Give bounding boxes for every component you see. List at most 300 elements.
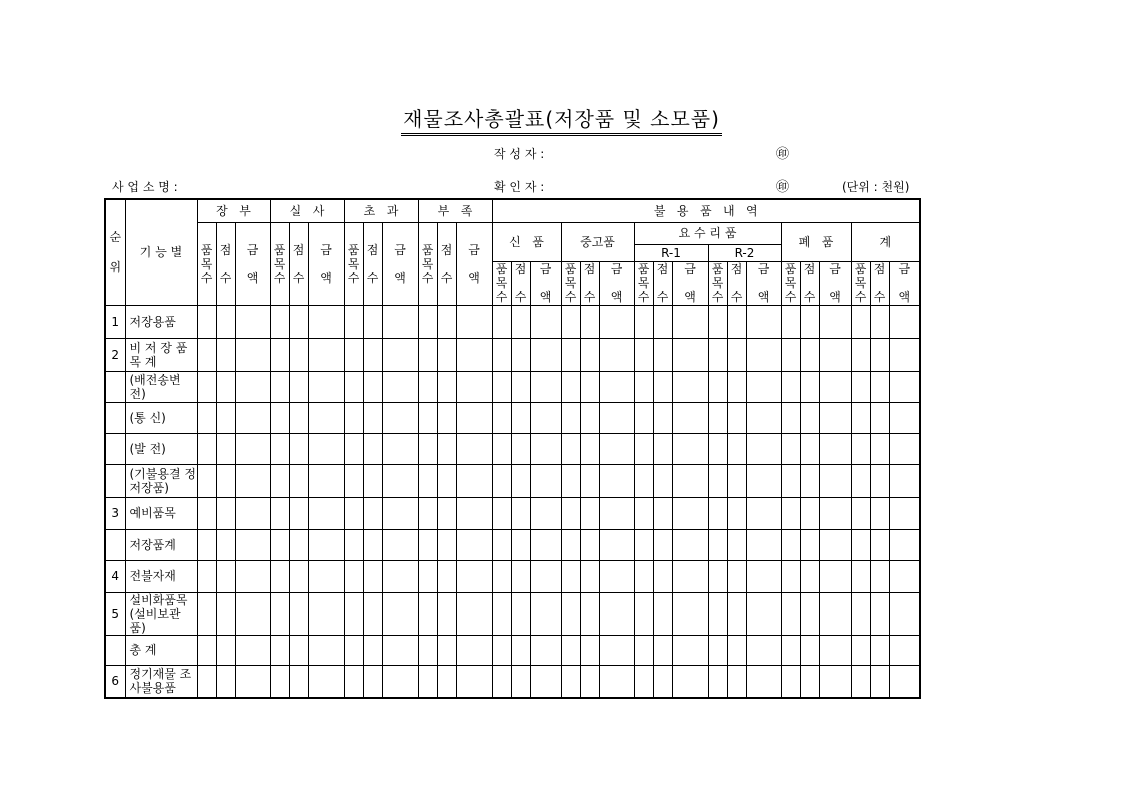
data-cell [800, 371, 819, 402]
data-cell [781, 464, 800, 497]
data-cell [492, 635, 511, 665]
row-label: 예비품목 [125, 497, 197, 529]
data-cell [344, 464, 363, 497]
data-cell [418, 592, 437, 635]
data-cell [800, 635, 819, 665]
data-cell [800, 464, 819, 497]
data-cell [781, 529, 800, 560]
data-cell [492, 592, 511, 635]
new-amount-header: 금 액 [530, 261, 561, 305]
data-cell [599, 560, 634, 592]
data-cell [530, 560, 561, 592]
data-cell [308, 433, 344, 464]
table-row [105, 635, 920, 665]
data-cell [197, 305, 216, 338]
data-cell [746, 433, 781, 464]
actual-item-count: 품 목 수 [270, 222, 289, 305]
header-shortage: 부 족 [418, 199, 492, 222]
data-cell [418, 560, 437, 592]
scrap-point-header: 점 수 [800, 261, 819, 305]
data-cell [561, 635, 580, 665]
data-cell [870, 402, 889, 433]
data-cell [418, 433, 437, 464]
used-point-header: 점 수 [580, 261, 599, 305]
data-cell [599, 592, 634, 635]
data-cell [216, 305, 235, 338]
row-label: 설비화품목 (설비보관품) [125, 592, 197, 635]
data-cell [418, 338, 437, 371]
data-cell [746, 305, 781, 338]
shortage-amount: 금 액 [456, 222, 492, 305]
data-cell [216, 560, 235, 592]
data-cell [634, 371, 653, 402]
data-cell [382, 338, 418, 371]
row-label: 비 저 장 품 목 계 [125, 338, 197, 371]
r1-item-header: 품 목 수 [634, 261, 653, 305]
data-cell [530, 529, 561, 560]
data-cell [235, 338, 270, 371]
data-cell [708, 338, 727, 371]
data-cell [270, 497, 289, 529]
data-cell [363, 305, 382, 338]
data-cell [235, 560, 270, 592]
data-cell [819, 338, 851, 371]
data-cell [437, 497, 456, 529]
data-cell [511, 338, 530, 371]
data-cell [216, 338, 235, 371]
data-cell [561, 592, 580, 635]
data-cell [235, 529, 270, 560]
data-cell [289, 560, 308, 592]
actual-point-count: 점 수 [289, 222, 308, 305]
data-cell [270, 635, 289, 665]
table-row [105, 529, 920, 560]
data-cell [216, 529, 235, 560]
data-cell [289, 305, 308, 338]
unit-label: (단위 : 천원) [842, 180, 910, 194]
data-cell [437, 665, 456, 698]
data-cell [634, 433, 653, 464]
data-cell [530, 338, 561, 371]
data-cell [672, 338, 708, 371]
new-point-header: 점 수 [511, 261, 530, 305]
data-cell [437, 592, 456, 635]
data-cell [308, 464, 344, 497]
data-cell [727, 665, 746, 698]
data-cell [363, 402, 382, 433]
data-cell [672, 497, 708, 529]
data-cell [870, 529, 889, 560]
r1-point-header: 점 수 [653, 261, 672, 305]
data-cell [418, 371, 437, 402]
data-cell [580, 464, 599, 497]
data-cell [561, 402, 580, 433]
header-scrap: 폐 품 [781, 222, 851, 261]
data-cell [216, 402, 235, 433]
row-label: 정기재물 조사불용품 [125, 665, 197, 698]
row-label: 저장용품 [125, 305, 197, 338]
data-cell [870, 635, 889, 665]
data-cell [746, 497, 781, 529]
header-used: 중고품 [561, 222, 634, 261]
data-cell [363, 560, 382, 592]
data-cell [289, 464, 308, 497]
data-cell [530, 464, 561, 497]
data-cell [634, 464, 653, 497]
data-cell [561, 497, 580, 529]
data-cell [418, 635, 437, 665]
data-cell [851, 464, 870, 497]
data-cell [634, 402, 653, 433]
data-cell [727, 338, 746, 371]
data-cell [382, 665, 418, 698]
checker-label: 확 인 자 : [494, 180, 545, 194]
inventory-summary-table [104, 198, 921, 699]
data-cell [800, 592, 819, 635]
data-cell [580, 433, 599, 464]
excess-point-count: 점 수 [363, 222, 382, 305]
data-cell [511, 433, 530, 464]
data-cell [819, 305, 851, 338]
data-cell [800, 402, 819, 433]
data-cell [344, 665, 363, 698]
data-cell [344, 497, 363, 529]
data-cell [363, 497, 382, 529]
data-cell [800, 338, 819, 371]
row-label: (배전송변전) [125, 371, 197, 402]
data-cell [599, 305, 634, 338]
data-cell [308, 635, 344, 665]
data-cell [727, 497, 746, 529]
data-cell [197, 338, 216, 371]
data-cell [708, 635, 727, 665]
row-number [105, 402, 125, 433]
data-cell [599, 665, 634, 698]
data-cell [889, 635, 920, 665]
data-cell [653, 402, 672, 433]
table-row [105, 592, 920, 635]
row-number: 3 [105, 497, 125, 529]
data-cell [492, 371, 511, 402]
data-cell [746, 464, 781, 497]
data-cell [308, 338, 344, 371]
data-cell [216, 433, 235, 464]
data-cell [511, 402, 530, 433]
data-cell [363, 592, 382, 635]
data-cell [344, 635, 363, 665]
row-number [105, 371, 125, 402]
data-cell [580, 497, 599, 529]
data-cell [197, 529, 216, 560]
r2-point-header: 점 수 [727, 261, 746, 305]
row-number: 6 [105, 665, 125, 698]
data-cell [561, 305, 580, 338]
data-cell [235, 464, 270, 497]
row-number [105, 635, 125, 665]
actual-amount: 금 액 [308, 222, 344, 305]
data-cell [511, 497, 530, 529]
data-cell [634, 560, 653, 592]
data-cell [708, 402, 727, 433]
row-label: 전불자재 [125, 560, 197, 592]
data-cell [889, 497, 920, 529]
data-cell [599, 371, 634, 402]
data-cell [672, 665, 708, 698]
data-cell [781, 592, 800, 635]
data-cell [437, 305, 456, 338]
table-row [105, 305, 920, 338]
data-cell [653, 560, 672, 592]
data-cell [819, 635, 851, 665]
data-cell [456, 529, 492, 560]
data-cell [653, 592, 672, 635]
excess-amount: 금 액 [382, 222, 418, 305]
data-cell [746, 402, 781, 433]
shortage-item-count: 품 목 수 [418, 222, 437, 305]
data-cell [851, 305, 870, 338]
data-cell [870, 560, 889, 592]
header-new: 신 품 [492, 222, 561, 261]
data-cell [819, 529, 851, 560]
data-cell [727, 560, 746, 592]
data-cell [456, 338, 492, 371]
data-cell [599, 497, 634, 529]
data-cell [235, 402, 270, 433]
data-cell [634, 338, 653, 371]
data-cell [382, 560, 418, 592]
total-item-header: 품 목 수 [851, 261, 870, 305]
table-row [105, 402, 920, 433]
header-category [125, 199, 197, 305]
data-cell [727, 529, 746, 560]
data-cell [418, 497, 437, 529]
data-cell [382, 402, 418, 433]
data-cell [708, 665, 727, 698]
data-cell [746, 665, 781, 698]
data-cell [889, 529, 920, 560]
data-cell [851, 371, 870, 402]
data-cell [437, 635, 456, 665]
data-cell [727, 592, 746, 635]
row-label: (기불용결 정저장품) [125, 464, 197, 497]
data-cell [653, 433, 672, 464]
data-cell [289, 433, 308, 464]
data-cell [561, 529, 580, 560]
data-cell [197, 497, 216, 529]
data-cell [708, 560, 727, 592]
data-cell [580, 560, 599, 592]
data-cell [530, 635, 561, 665]
data-cell [437, 529, 456, 560]
used-amount-header: 금 액 [599, 261, 634, 305]
row-label: (통 신) [125, 402, 197, 433]
data-cell [819, 371, 851, 402]
data-cell [599, 464, 634, 497]
scrap-item-header: 품 목 수 [781, 261, 800, 305]
data-cell [819, 592, 851, 635]
data-cell [851, 529, 870, 560]
data-cell [781, 402, 800, 433]
data-cell [530, 665, 561, 698]
checker-seal-icon: ㊞ [776, 180, 790, 195]
data-cell [270, 338, 289, 371]
data-cell [851, 592, 870, 635]
data-cell [437, 402, 456, 433]
used-item-header: 품 목 수 [561, 261, 580, 305]
data-cell [889, 338, 920, 371]
data-cell [511, 464, 530, 497]
data-cell [889, 433, 920, 464]
header-unusable: 불 용 품 내 역 [492, 199, 920, 222]
data-cell [889, 592, 920, 635]
data-cell [344, 433, 363, 464]
data-cell [289, 402, 308, 433]
data-cell [889, 560, 920, 592]
data-cell [363, 371, 382, 402]
data-cell [492, 497, 511, 529]
data-cell [561, 464, 580, 497]
header-r1: R-1 [634, 244, 708, 261]
document-title: 재물조사총괄표(저장품 및 소모품) [401, 103, 722, 136]
data-cell [653, 338, 672, 371]
row-label: 총 계 [125, 635, 197, 665]
data-cell [653, 529, 672, 560]
data-cell [456, 371, 492, 402]
row-number: 4 [105, 560, 125, 592]
table-row [105, 464, 920, 497]
data-cell [235, 665, 270, 698]
data-cell [456, 560, 492, 592]
data-cell [382, 635, 418, 665]
document-title-wrap [0, 103, 1123, 136]
data-cell [511, 635, 530, 665]
data-cell [530, 305, 561, 338]
table-row [105, 371, 920, 402]
header-total: 계 [851, 222, 920, 261]
data-cell [216, 497, 235, 529]
data-cell [746, 635, 781, 665]
data-cell [456, 635, 492, 665]
data-cell [561, 433, 580, 464]
row-label: (발 전) [125, 433, 197, 464]
data-cell [418, 402, 437, 433]
data-cell [511, 305, 530, 338]
data-cell [418, 529, 437, 560]
data-cell [270, 433, 289, 464]
header-repair: 요 수 리 품 [634, 222, 781, 244]
header-excess: 초 과 [344, 199, 418, 222]
header-order [105, 199, 125, 305]
data-cell [363, 464, 382, 497]
data-cell [270, 560, 289, 592]
data-cell [851, 338, 870, 371]
data-cell [781, 338, 800, 371]
data-cell [800, 305, 819, 338]
data-cell [492, 560, 511, 592]
total-point-header: 점 수 [870, 261, 889, 305]
data-cell [437, 433, 456, 464]
data-cell [344, 371, 363, 402]
data-cell [781, 371, 800, 402]
data-cell [511, 592, 530, 635]
data-cell [580, 305, 599, 338]
data-cell [308, 529, 344, 560]
data-cell [889, 305, 920, 338]
row-number [105, 529, 125, 560]
header-order-text: 순 위 [109, 229, 122, 274]
data-cell [363, 529, 382, 560]
data-cell [851, 402, 870, 433]
data-cell [456, 592, 492, 635]
row-number: 1 [105, 305, 125, 338]
data-cell [580, 665, 599, 698]
data-cell [800, 529, 819, 560]
data-cell [344, 338, 363, 371]
total-amount-header: 금 액 [889, 261, 920, 305]
data-cell [653, 497, 672, 529]
data-cell [561, 338, 580, 371]
data-cell [672, 464, 708, 497]
data-cell [634, 592, 653, 635]
data-cell [800, 497, 819, 529]
data-cell [672, 305, 708, 338]
data-cell [363, 433, 382, 464]
data-cell [530, 371, 561, 402]
data-cell [308, 402, 344, 433]
excess-item-count: 품 목 수 [344, 222, 363, 305]
data-cell [746, 371, 781, 402]
data-cell [344, 305, 363, 338]
data-cell [653, 665, 672, 698]
data-cell [235, 433, 270, 464]
data-cell [235, 305, 270, 338]
data-cell [727, 305, 746, 338]
data-cell [708, 592, 727, 635]
data-cell [270, 305, 289, 338]
data-cell [235, 635, 270, 665]
data-cell [653, 464, 672, 497]
row-number: 5 [105, 592, 125, 635]
row-number [105, 433, 125, 464]
data-cell [727, 635, 746, 665]
data-cell [216, 665, 235, 698]
header-actual: 실 사 [270, 199, 344, 222]
r2-amount-header: 금 액 [746, 261, 781, 305]
data-cell [344, 592, 363, 635]
new-item-header: 품 목 수 [492, 261, 511, 305]
data-cell [492, 402, 511, 433]
data-cell [800, 433, 819, 464]
data-cell [727, 402, 746, 433]
header-r2: R-2 [708, 244, 781, 261]
data-cell [363, 338, 382, 371]
row-number: 2 [105, 338, 125, 371]
data-cell [870, 497, 889, 529]
data-cell [870, 665, 889, 698]
table-row [105, 665, 920, 698]
table-row [105, 497, 920, 529]
data-cell [382, 464, 418, 497]
data-cell [800, 665, 819, 698]
data-cell [746, 592, 781, 635]
data-cell [781, 497, 800, 529]
data-cell [800, 560, 819, 592]
table-row [105, 560, 920, 592]
data-cell [270, 464, 289, 497]
data-cell [197, 665, 216, 698]
data-cell [746, 560, 781, 592]
data-cell [889, 665, 920, 698]
